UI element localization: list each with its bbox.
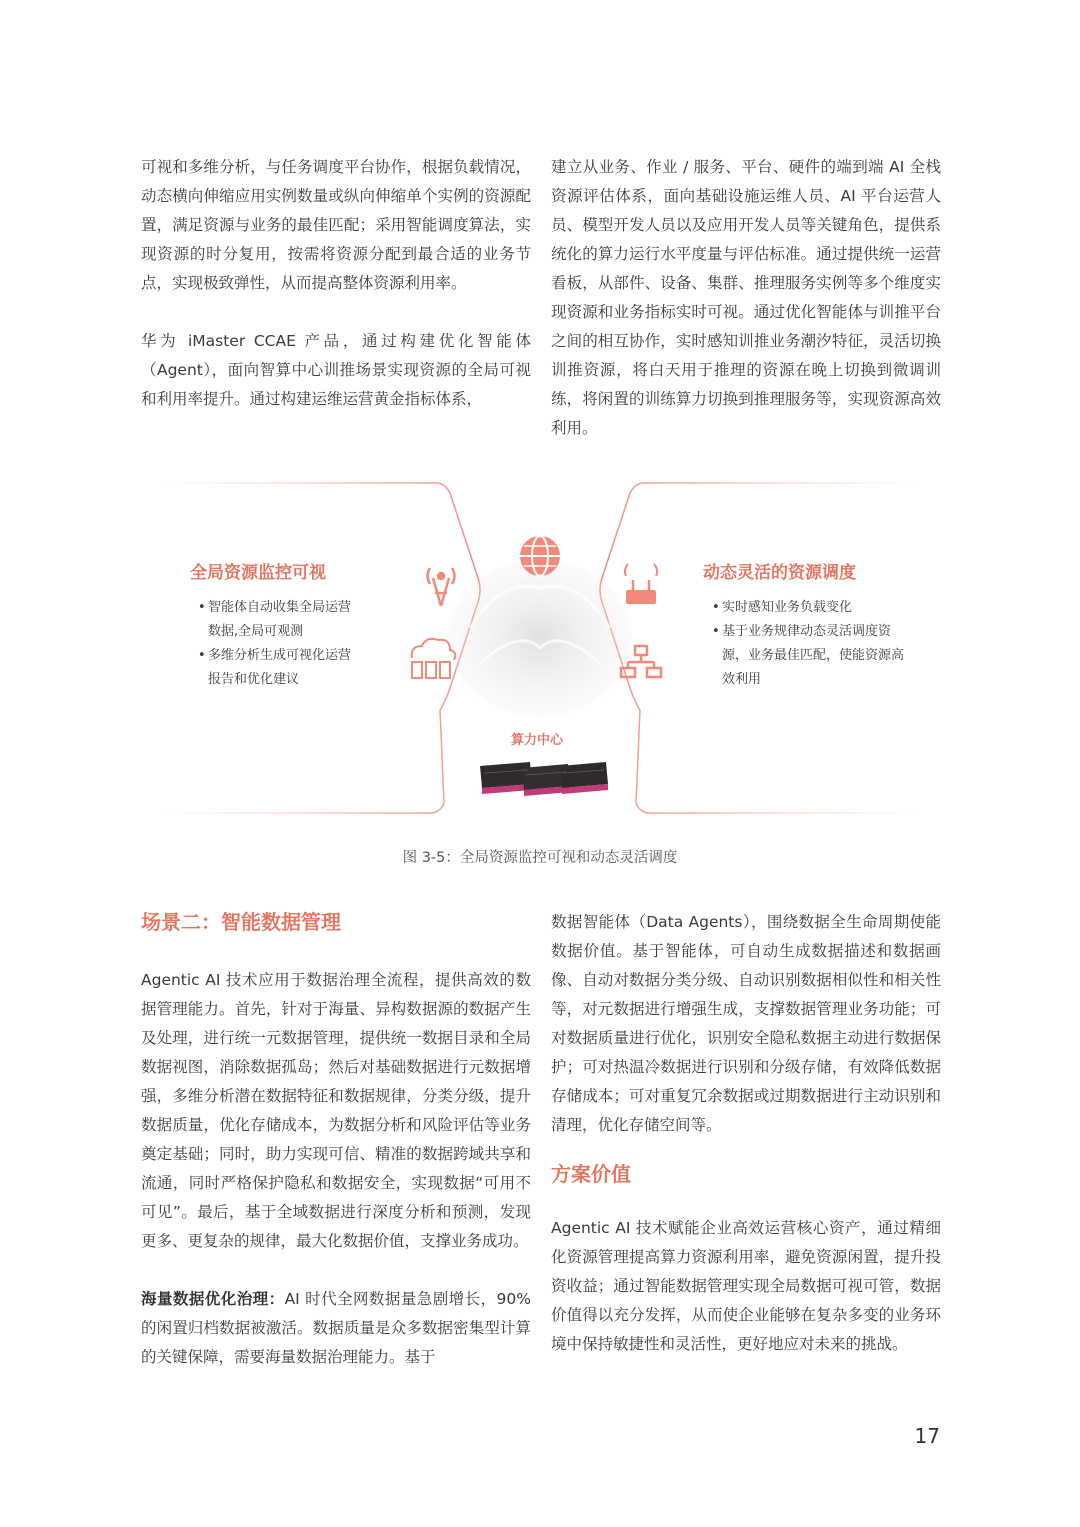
text-column-top-right xyxy=(551,153,941,443)
bold-lead: 海量数据优化治理： xyxy=(141,1290,285,1308)
figure-left-title: 全局资源监控可视 xyxy=(190,563,326,583)
paragraph: Agentic AI 技术应用于数据治理全流程，提供高效的数据管理能力。首先，针对于海量、异构数据源的数据产生及处理，进行统一元数据管理，提供统一数据目录和全局数据视图，消除数据孤岛；然后对基础数据进行元数据增强，多维分析潜在数据特征和数据规律，分类分级，提升数据质量，优化存储成本，为数据分析和风险评估等业务奠定基础；同时，助力实现可信、精准的数据跨域共享和流通，同时严格保护隐私和数据安全，实现数据“可用不可见”。最后，基于全域数据进行深度分析和预测，发现更多、更复杂的规律，最大化数据价值，支撑业务成功。 xyxy=(141,971,531,1250)
server-rack-icon xyxy=(480,762,608,796)
wifi-router-icon xyxy=(625,564,657,604)
figure-resource-monitoring xyxy=(140,478,940,818)
cloud-server-icon xyxy=(412,639,456,678)
section-heading: 方案价值 xyxy=(551,1162,631,1186)
figure-right-title: 动态灵活的资源调度 xyxy=(703,563,856,583)
figure-right-list xyxy=(712,596,904,692)
text-column-bottom-right xyxy=(551,908,941,1359)
section-heading: 场景二：智能数据管理 xyxy=(141,910,341,934)
text-column-top-left xyxy=(141,153,531,414)
paragraph: Agentic AI 技术赋能企业高效运营核心资产，通过精细化资源管理提高算力资源利用率，避免资源闲置，提升投资收益；通过智能数据管理实现全局数据可视可管，数据价值得以充分发挥，从而使企业能够在复杂多变的业务环境中保持敏捷性和灵活性，更好地应对未来的挑战。 xyxy=(551,1219,941,1353)
list-item: • 多维分析生成可视化运营报告和优化建议 xyxy=(198,644,363,692)
list-item: • 智能体自动收集全局运营数据,全局可观测 xyxy=(198,596,363,644)
paragraph xyxy=(141,1285,531,1372)
paragraph-text: AI 时代全网数据量急剧增长，90% 的闲置归档数据被激活。数据质量是众多数据密集型计算的关键保障，需要海量数据治理能力。基于 xyxy=(141,1290,531,1366)
paragraph: 数据智能体（Data Agents），围绕数据全生命周期使能数据价值。基于智能体，可自动生成数据描述和数据画像、自动对数据分类分级、自动识别数据相似性和相关性等，对元数据进行增强生成，支撑数据管理业务功能；可对数据质量进行优化，识别安全隐私数据主动进行数据保护；可对热温冷数据进行识别和分级存储，有效降低数据存储成本；可对重复冗余数据或过期数据进行主动识别和清理，优化存储空间等。 xyxy=(551,913,941,1134)
paragraph: 华为 iMaster CCAE 产品，通过构建优化智能体（Agent），面向智算中心训推场景实现资源的全局可视和利用率提升。通过构建运维运营黄金指标体系， xyxy=(141,332,531,408)
brain-icon xyxy=(448,560,632,716)
text-column-bottom-left xyxy=(141,908,531,1372)
figure-left-list xyxy=(198,596,363,692)
page-number: 17 xyxy=(914,1424,940,1448)
paragraph: 建立从业务、作业 / 服务、平台、硬件的端到端 AI 全栈资源评估体系，面向基础设施运维人员、AI 平台运营人员、模型开发人员以及应用开发人员等关键角色，提供系统化的算力运行水平度量与评估标准。通过提供统一运营看板，从部件、设备、集群、推理服务实例等多个维度实现资源和业务指标实时可视。通过优化智能体与训推平台之间的相互协作，实时感知训推业务潮汐特征，灵活切换训推资源，将白天用于推理的资源在晚上切换到微调训练，将闲置的训练算力切换到推理服务等，实现资源高效利用。 xyxy=(551,158,941,437)
figure-caption: 图 3-5：全局资源监控可视和动态灵活调度 xyxy=(402,850,678,866)
globe-network-icon xyxy=(520,536,560,576)
list-item: • 基于业务规律动态灵活调度资源，业务最佳匹配，使能资源高效利用 xyxy=(712,620,904,692)
signal-antenna-icon xyxy=(428,568,455,606)
paragraph: 可视和多维分析，与任务调度平台协作，根据负载情况，动态横向伸缩应用实例数量或纵向伸缩单个实例的资源配置，满足资源与业务的最佳匹配；采用智能调度算法，实现资源的时分复用，按需将资源分配到最合适的业务节点，实现极致弹性，从而提高整体资源利用率。 xyxy=(141,158,531,292)
list-item: • 实时感知业务负载变化 xyxy=(712,596,904,620)
compute-center-label: 算力中心 xyxy=(511,733,564,748)
